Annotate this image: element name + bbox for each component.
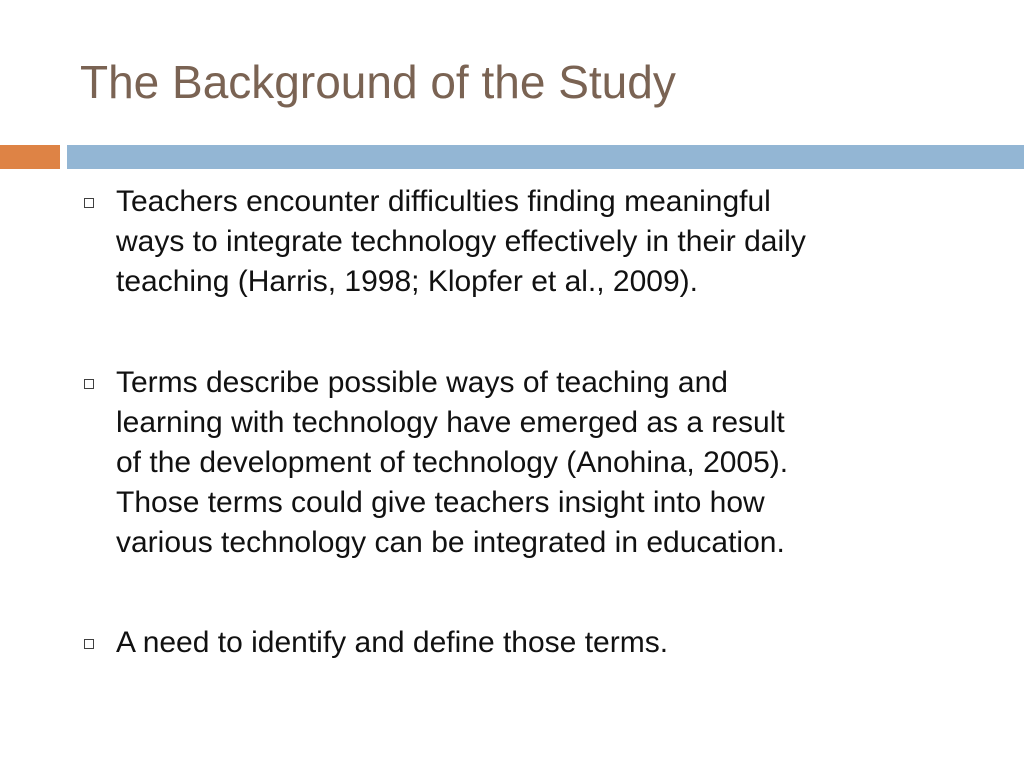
bullet-line: teaching (Harris, 1998; Klopfer et al., 2009). (116, 265, 698, 298)
bullet-line: ways to integrate technology effectively in their daily (116, 225, 806, 258)
bullet-line: various technology can be integrated in education. (116, 526, 785, 559)
bullet-text-2 (116, 363, 996, 563)
bullet-line: Those terms could give teachers insight into how (116, 486, 765, 519)
hollow-square-bullet-icon (84, 379, 94, 389)
slide-title: The Background of the Study (80, 56, 676, 108)
hollow-square-bullet-icon (84, 639, 94, 649)
bullet-line: learning with technology have emerged as a result (116, 406, 785, 439)
accent-bar-blue (67, 145, 1024, 169)
accent-bar-orange (0, 145, 60, 169)
bullet-line: Terms describe possible ways of teaching and (116, 366, 728, 399)
bullet-text-3 (116, 623, 996, 663)
bullet-line: Teachers encounter difficulties finding meaningful (116, 185, 771, 218)
bullet-line: of the development of technology (Anohina, 2005). (116, 446, 789, 479)
bullet-line: A need to identify and define those terms. (116, 626, 669, 659)
hollow-square-bullet-icon (84, 198, 94, 208)
bullet-text-1 (116, 182, 996, 302)
